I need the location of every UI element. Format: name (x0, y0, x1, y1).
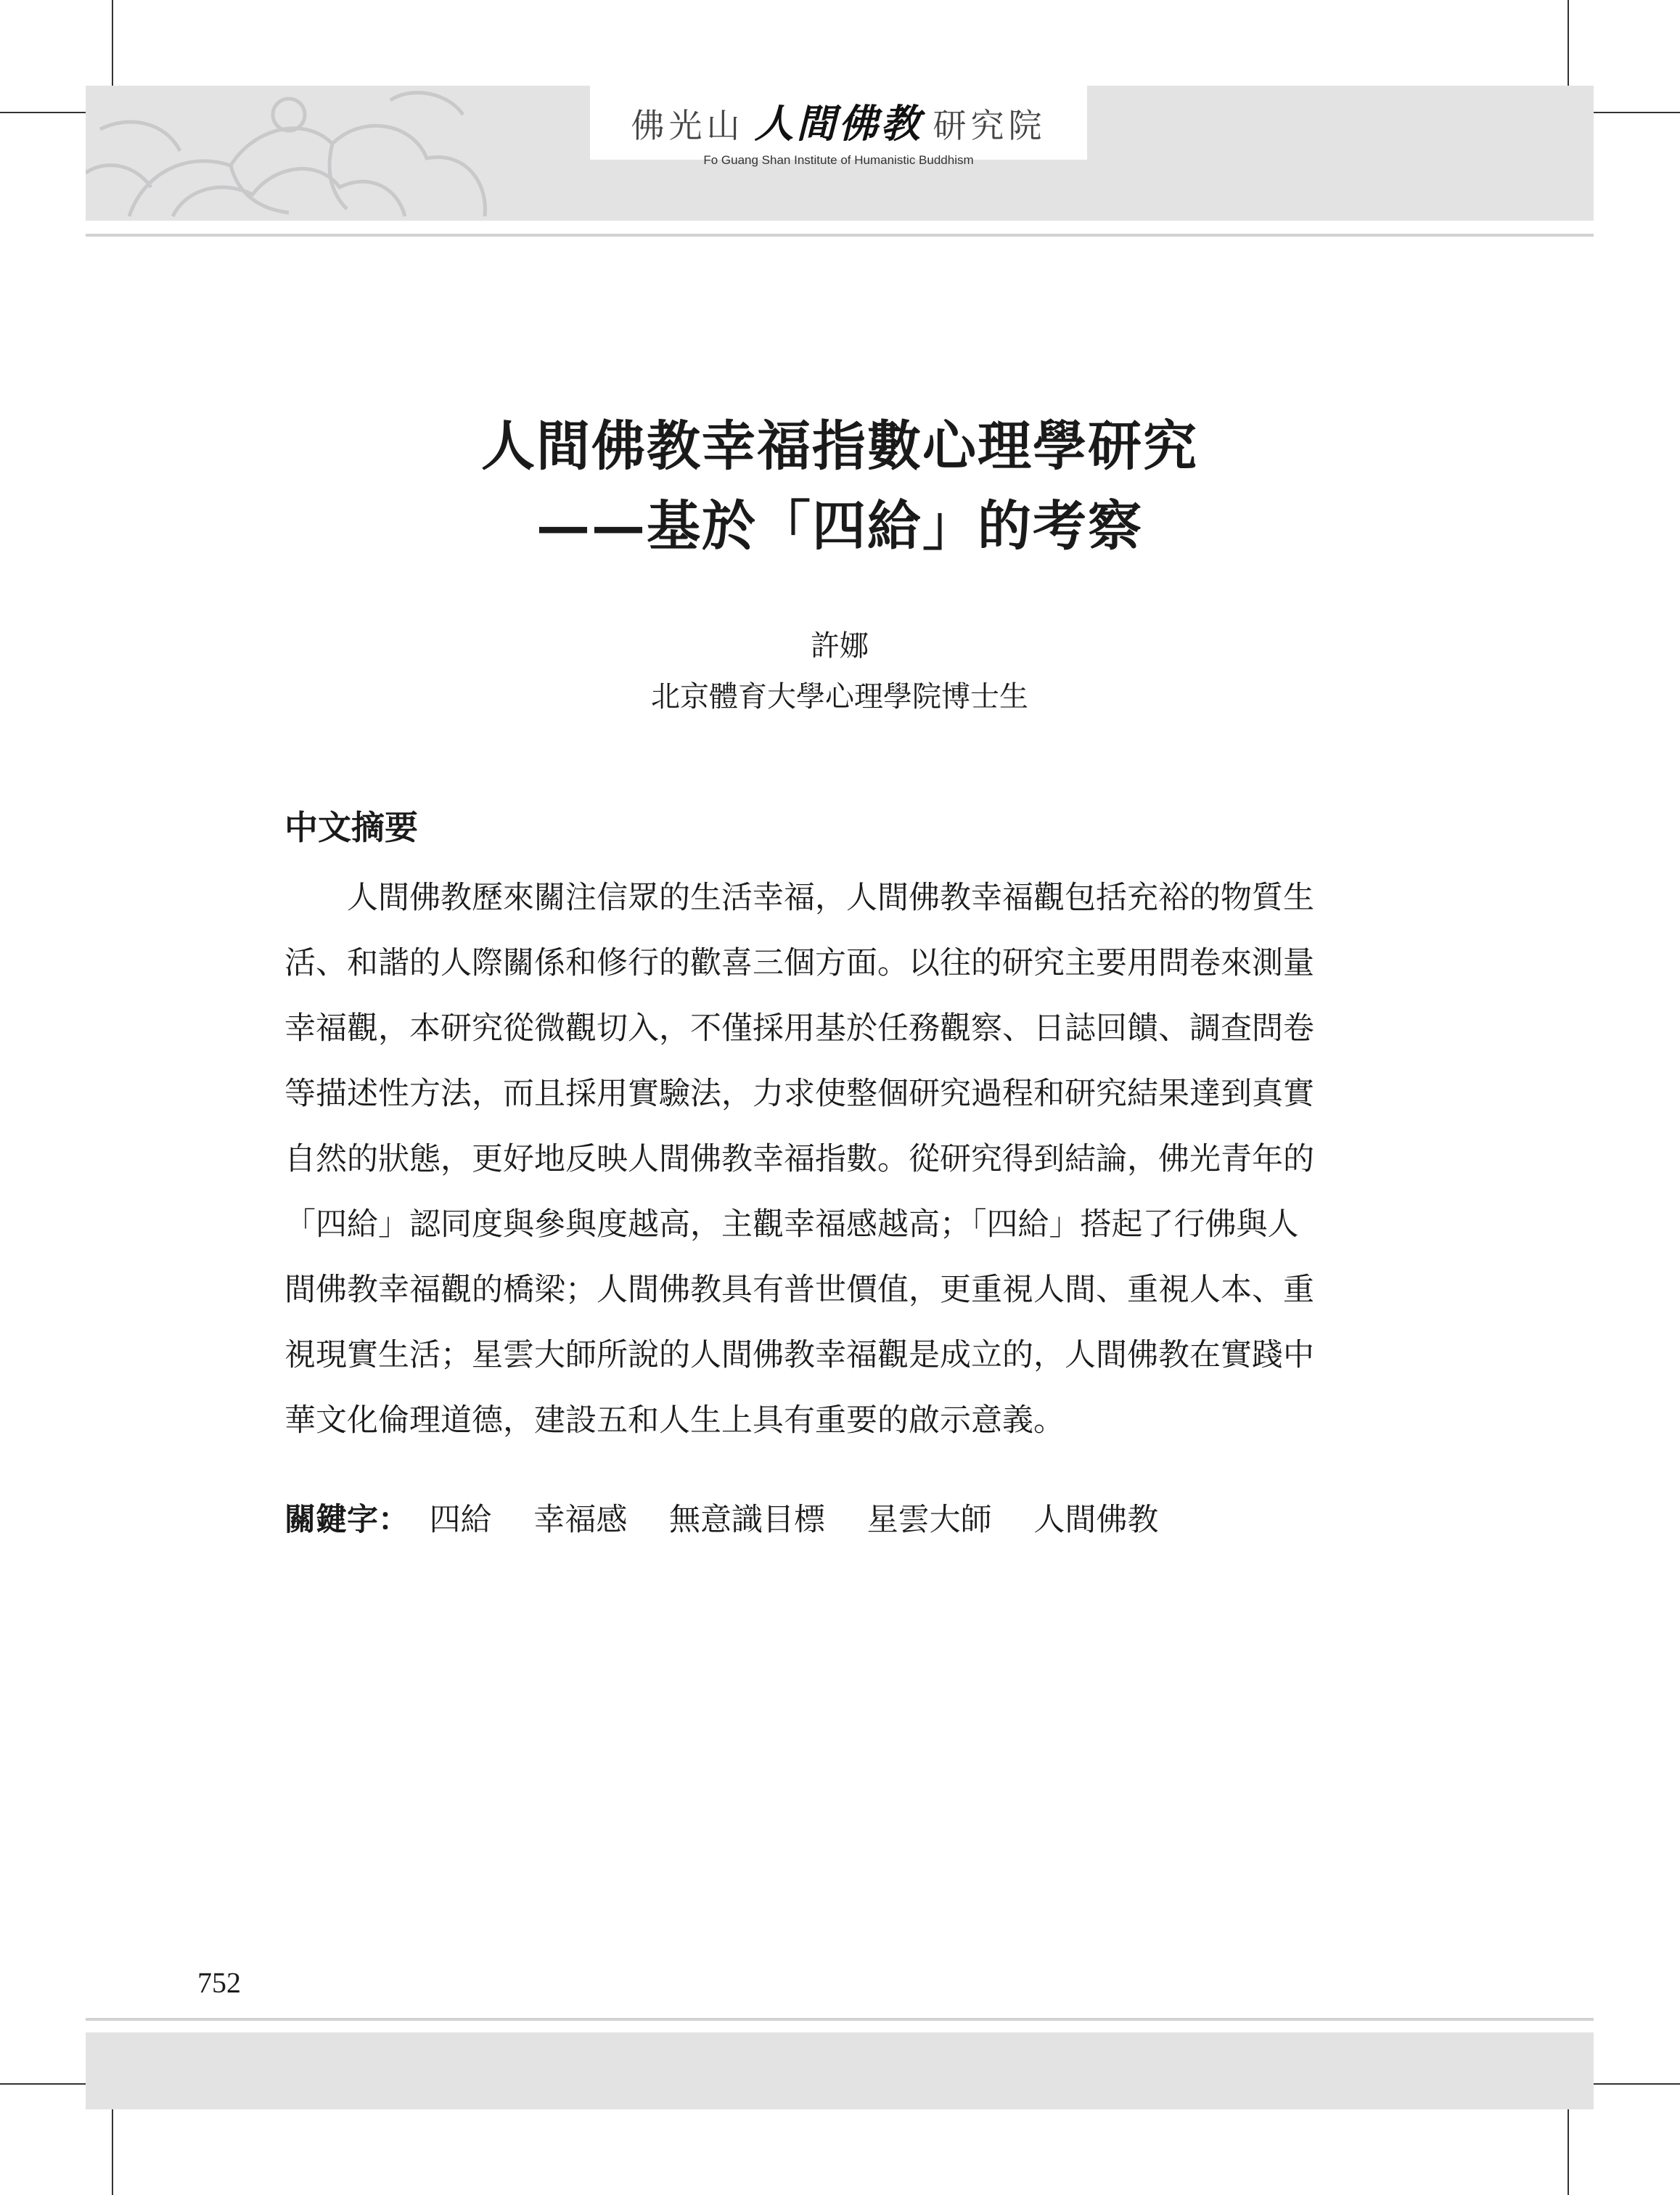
crop-mark-bottom-right-vertical (1568, 2109, 1569, 2195)
abstract-line: 等描述性方法，而且採用實驗法，力求使整個研究過程和研究結果達到真實 (284, 1076, 1314, 1112)
article-title (86, 406, 1594, 566)
institute-english-name: Fo Guang Shan Institute of Humanistic Buddhism (703, 153, 974, 167)
author-name: 許娜 (811, 629, 869, 663)
abstract-line: 自然的狀態，更好地反映人間佛教幸福指數。從研究得到結論，佛光青年的 (284, 1141, 1314, 1177)
crop-mark-top-left-horizontal (0, 112, 86, 113)
title-line-1: 人間佛教幸福指數心理學研究 (481, 415, 1198, 478)
footer-divider (86, 2018, 1594, 2021)
lotus-ornament-icon (86, 86, 492, 221)
crop-mark-bottom-left-vertical (112, 2109, 113, 2195)
keywords (284, 1497, 1190, 1543)
abstract-line: 華文化倫理道德，建設五和人生上具有重要的啟示意義。 (284, 1402, 1065, 1439)
abstract-heading: 中文摘要 (284, 808, 418, 847)
abstract-line: 幸福觀，本研究從微觀切入，不僅採用基於任務觀察、日誌回饋、調查問卷 (284, 1010, 1314, 1047)
keyword-item: 幸福感 (533, 1502, 628, 1538)
page-number: 752 (197, 1966, 241, 1999)
abstract-line: 「四給」認同度與參與度越高，主觀幸福感越高；「四給」搭起了行佛與人 (284, 1206, 1299, 1243)
abstract-body (284, 865, 1402, 1453)
abstract-line: 活、和諧的人際關係和修行的歡喜三個方面。以往的研究主要用問卷來測量 (284, 945, 1314, 981)
header-divider (86, 234, 1594, 237)
crop-mark-bottom-right-horizontal (1594, 2083, 1680, 2085)
crop-mark-top-right-horizontal (1594, 112, 1680, 113)
crop-mark-top-right-vertical (1568, 0, 1569, 86)
header-band (86, 86, 1594, 221)
keyword-item: 四給 (429, 1502, 492, 1538)
institute-suffix: 研究院 (933, 106, 1046, 145)
header-logo-box (590, 86, 1087, 167)
crop-mark-top-left-vertical (112, 0, 113, 86)
institute-name (590, 93, 1087, 149)
keywords-label: 關鍵字： (284, 1502, 409, 1538)
keyword-item: 無意識目標 (669, 1502, 826, 1538)
keyword-item: 星雲大師 (866, 1502, 992, 1538)
institute-prefix: 佛光山 (631, 106, 745, 145)
institute-calligraphy: 人間佛教 (754, 100, 923, 147)
abstract-line: 視現實生活；星雲大師所說的人間佛教幸福觀是成立的，人間佛教在實踐中 (284, 1337, 1314, 1373)
author-affiliation: 北京體育大學心理學院博士生 (651, 680, 1028, 714)
footer-band (86, 2032, 1594, 2109)
abstract-line: 人間佛教歷來關注信眾的生活幸福，人間佛教幸福觀包括充裕的物質生 (347, 880, 1314, 916)
crop-mark-bottom-left-horizontal (0, 2083, 86, 2085)
title-line-2: ——基於「四給」的考察 (536, 495, 1143, 557)
keyword-item: 人間佛教 (1033, 1502, 1159, 1538)
abstract-line: 間佛教幸福觀的橋梁；人間佛教具有普世價值，更重視人間、重視人本、重 (284, 1272, 1314, 1308)
